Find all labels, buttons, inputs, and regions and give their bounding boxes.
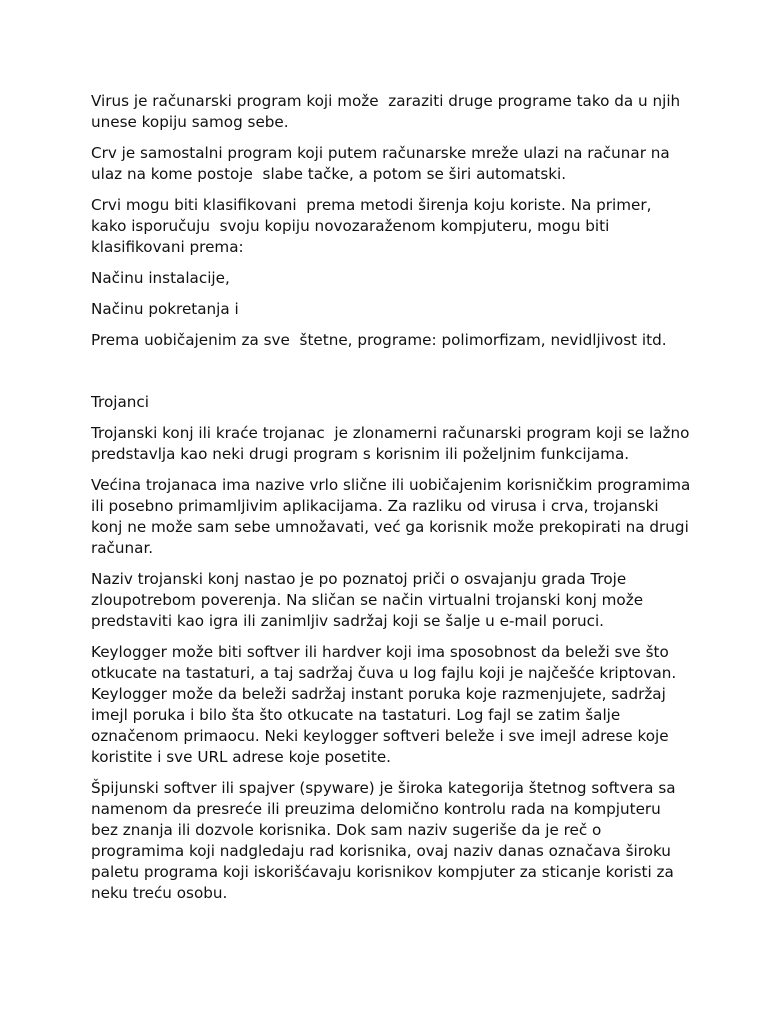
paragraph-keylogger: Keylogger može biti softver ili hardver koji ima sposobnost da beleži sve što otkucate na tastaturi, a taj sadržaj čuva u log fajlu koji je najčešće kriptovan. Keylogger može da beleži sadržaj instant poruka koje razmenjujete, sadržaj imejl poruka i bilo šta što otkucate na tastaturi. Log fajl se zatim šalje označenom primaocu. Neki keylogger softveri beleže i sve imejl adrese koje koristite i sve URL adrese koje posetite. [91,643,682,766]
paragraph-trojan-names: Većina trojanaca ima nazive vrlo slične ili uobičajenim korisničkim programima ili posebno primamljivim aplikacijama. Za razliku od virusa i crva, trojanski konj ne može sam sebe umnožavati, već ga korisnik može prekopirati na drugi računar. [91,476,696,557]
paragraph-trojan-definition: Trojanski konj ili kraće trojanac je zlonamerni računarski program koji se lažno predstavlja kao neki drugi program s korisnim ili poželjnim funkcijama. [91,424,695,463]
paragraph-spyware: Špijunski softver ili spajver (spyware) je široka kategorija štetnog softvera sa namenom da presreće ili preuzima delomično kontrolu rada na kompjuteru bez znanja ili dozvole korisnika. Dok sam naziv sugeriše da je reč o programima koji nadgledaju rad korisnika, ovaj naziv danas označava široku paletu programa koji iskorišćavaju korisnikov kompjuter za sticanje koristi za neku treću osobu. [91,779,681,902]
paragraph-worm: Crv je samostalni program koji putem računarske mreže ulazi na računar na ulaz na kome postoje slabe tačke, a potom se širi automatski. [91,144,675,183]
paragraph-trojan-origin: Naziv trojanski konj nastao je po poznatoj priči o osvajanju grada Troje zloupotrebom poverenja. Na sličan se način virtualni trojanski konj može predstaviti kao igra ili zanimljiv sadržaj koji se šalje u e-mail poruci. [91,570,648,630]
paragraph-virus: Virus je računarski program koji može zaraziti druge programe tako da u njih unese kopiju samog sebe. [91,92,685,131]
paragraph-installation: Načinu instalacije, [91,269,230,287]
section-heading-trojans: Trojanci [91,393,149,411]
paragraph-worm-classification: Crvi mogu biti klasifikovani prema metodi širenja koju koriste. Na primer, kako isporučuju svoju kopiju novozaraženom kompjuteru, mogu biti klasifikovani prema: [91,196,657,256]
paragraph-common-traits: Prema uobičajenim za sve štetne, programe: polimorfizam, nevidljivost itd. [91,331,667,349]
paragraph-launch: Načinu pokretanja i [91,300,239,318]
document-body [91,91,696,914]
